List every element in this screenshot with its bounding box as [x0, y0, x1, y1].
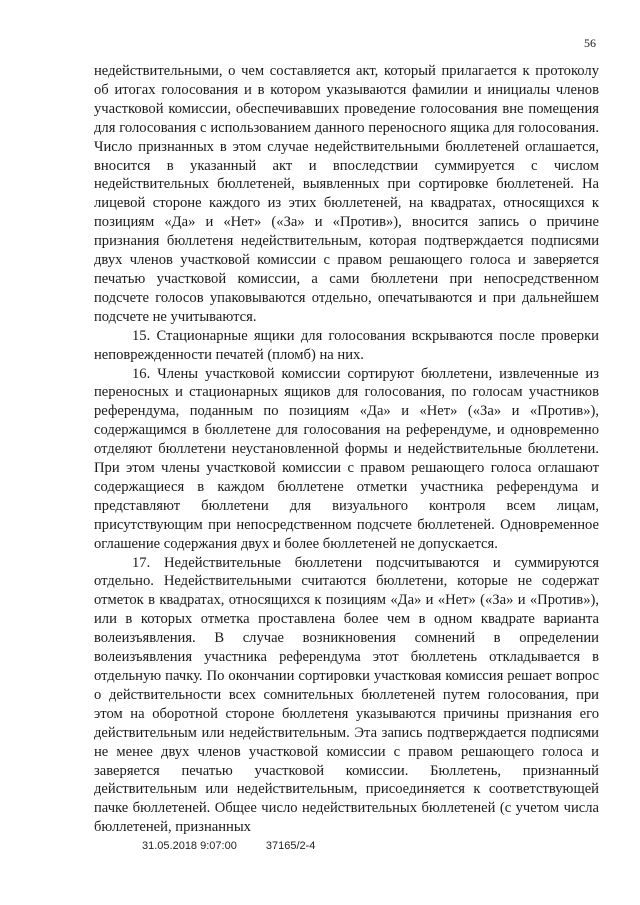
paragraph-16: 16. Члены участковой комиссии сортируют бюллетени, извлеченные из переносных и стационарных ящиков для голосования, по голосам участников референдума, поданным по позициям «Да» и «Нет» («За» и «Против»), содержащимся в бюллетене для голосования на референдуме, и одновременно отделяют бюллетени неустановленной формы и недействительные бюллетени. При этом члены участковой комиссии с правом решающего голоса оглашают содержащиеся в каждом бюллетене отметки участника референдума и представляют бюллетени для визуального контроля всем лицам, присутствующим при непосредственном подсчете бюллетеней. Одновременное оглашение содержания двух и более бюллетеней не допускается.	[94, 365, 599, 552]
paragraph-15: 15. Стационарные ящики для голосования вскрываются после проверки неповрежденности печатей (пломб) на них.	[94, 327, 599, 363]
document-body	[94, 62, 599, 837]
paragraph-17: 17. Недействительные бюллетени подсчитываются и суммируются отдельно. Недействительными считаются бюллетени, которые не содержат отметок в квадратах, относящихся к позициям «Да» и «Нет» («За» и «Против»), или в которых отметка проставлена более чем в одном квадрате варианта волеизъявления. В случае возникновения сомнений в определении волеизъявления участника референдума этот бюллетень откладывается в отдельную пачку. По окончании сортировки участковая комиссия решает вопрос о действительности всех сомнительных бюллетеней путем голосования, при этом на оборотной стороне бюллетеня указываются причины признания его действительным или недействительным. Эта запись подтверждается подписями не менее двух членов участковой комиссии с правом решающего голоса и заверяется печатью участковой комиссии. Бюллетень, признанный действительным или недействительным, присоединяется к соответствующей пачке бюллетеней. Общее число недействительных бюллетеней (с учетом числа бюллетеней, признанных	[94, 554, 599, 836]
paragraph-continuation: недействительными, о чем составляется акт, который прилагается к протоколу об итогах голосования и в котором указываются фамилии и инициалы членов участковой комиссии, обеспечивавших проведение голосования вне помещения для голосования с использованием данного переносного ящика для голосования. Число признанных в этом случае недействительными бюллетеней оглашается, вносится в указанный акт и впоследствии суммируется с числом недействительных бюллетеней, выявленных при сортировке бюллетеней. На лицевой стороне каждого из этих бюллетеней, на квадратах, относящихся к позициям «Да» и «Нет» («За» и «Против»), вносится запись о причине признания бюллетеня недействительным, которая подтверждается подписями двух членов участковой комиссии с правом решающего голоса и заверяется печатью участковой комиссии, а сами бюллетени при непосредственном подсчете голосов упаковываются отдельно, опечатываются и при дальнейшем подсчете не учитываются.	[94, 63, 599, 325]
footer-timestamp: 31.05.2018 9:07:00	[142, 840, 237, 852]
page-footer	[142, 840, 341, 852]
footer-document-code: 37165/2-4	[265, 840, 316, 852]
page-number: 56	[584, 36, 596, 50]
